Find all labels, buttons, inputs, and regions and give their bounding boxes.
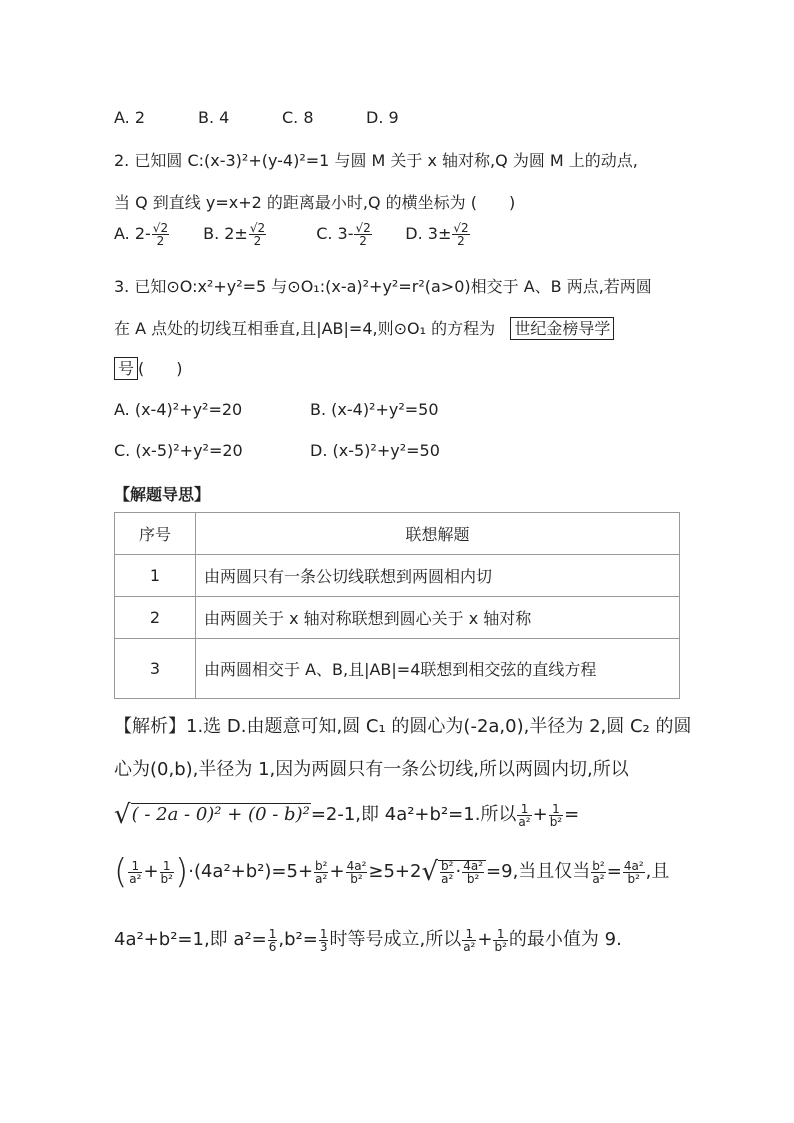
solution-line3: √( - 2a - 0)² + (0 - b)²=2-1,即 4a²+b²=1.所以 $\frac{1}{\text{a²}}$ + $\frac{1}{\text{b²}}$ =: [114, 800, 580, 830]
q2-line2: 当 Q 到直线 y=x+2 的距离最小时,Q 的横坐标为 ( ): [114, 193, 516, 212]
table-header-row: [115, 513, 680, 555]
q1-option-b: B. 4: [198, 108, 230, 127]
guide-code-box: 世纪金榜导学: [510, 317, 614, 340]
q1-options: [114, 108, 399, 127]
q2-options: [114, 222, 471, 247]
header-index: 序号: [115, 513, 196, 555]
q3-option-c: C. (x-5)²+y²=20: [114, 441, 243, 460]
q3-option-d: D. (x-5)²+y²=50: [310, 441, 440, 460]
q1-option-c: C. 8: [282, 108, 314, 127]
table-row: 3 由两圆相交于 A、B,且|AB|=4联想到相交弦的直线方程: [115, 639, 680, 699]
q2-option-b: B. 2± $\frac{√2}{2}$: [203, 221, 266, 248]
q2-option-a: A. 2- $\frac{√2}{2}$: [114, 221, 169, 248]
q3-line3: 号 ( ): [114, 356, 183, 379]
q3-line2: 在 A 点处的切线互相垂直,且|AB|=4,则⊙O₁ 的方程为 世纪金榜导学: [114, 316, 614, 339]
guide-heading: 【解题导思】: [114, 485, 211, 504]
q3-option-b: B. (x-4)²+y²=50: [310, 400, 439, 419]
q1-option-d: D. 9: [366, 108, 399, 127]
q3-option-a: A. (x-4)²+y²=20: [114, 400, 243, 419]
solution-line5: 4a²+b²=1,即 a²= $\frac{1}{6}$ ,b²= $\frac{1}{3}$ 时等号成立,所以 $\frac{1}{\text{a²}}$ + $\frac{1}{\text{b²}}$ 的最小值为 9.: [114, 926, 622, 954]
guide-table: [114, 512, 680, 699]
solution-line2: 心为(0,b),半径为 1,因为两圆只有一条公切线,所以两圆内切,所以: [114, 759, 629, 780]
q2-line1: 2. 已知圆 C:(x-3)²+(y-4)²=1 与圆 M 关于 x 轴对称,Q 为圆 M 上的动点,: [114, 151, 638, 170]
solution-line1: 【解析】1.选 D.由题意可知,圆 C₁ 的圆心为(-2a,0),半径为 2,圆 C₂ 的圆: [114, 716, 692, 737]
q1-option-a: A. 2: [114, 108, 146, 127]
header-content: 联想解题: [196, 513, 680, 555]
solution-line4: ( $\frac{1}{\text{a²}}$ + $\frac{1}{\text{b²}}$ )·(4a²+b²)=5+ $\frac{\text{b²}}{\text{a²}}$ + $\frac{\text{4a²}}{\text{b²}}$ ≥5+2√ $\frac{\text{b²}}{\text{a²}}$ · $\frac{\text{4a²}}{\text{b²}}$ =9,当且仅当 $\frac{\text{b²}}{\text{a²}}$ = $\frac{\text{4a²}}{\text{b²}}$ ,且: [114, 852, 670, 892]
guide-code-box-cont: 号: [114, 357, 138, 380]
q3-options-row2: [114, 441, 440, 460]
q2-option-d: D. 3± $\frac{√2}{2}$: [405, 221, 469, 248]
table-row: 2 由两圆关于 x 轴对称联想到圆心关于 x 轴对称: [115, 597, 680, 639]
q3-line1: 3. 已知⊙O:x²+y²=5 与⊙O₁:(x-a)²+y²=r²(a>0)相交于 A、B 两点,若两圆: [114, 277, 652, 296]
table-row: 1 由两圆只有一条公切线联想到两圆相内切: [115, 555, 680, 597]
q3-options-row1: [114, 400, 439, 419]
q2-option-c: C. 3- $\frac{√2}{2}$: [316, 221, 371, 248]
